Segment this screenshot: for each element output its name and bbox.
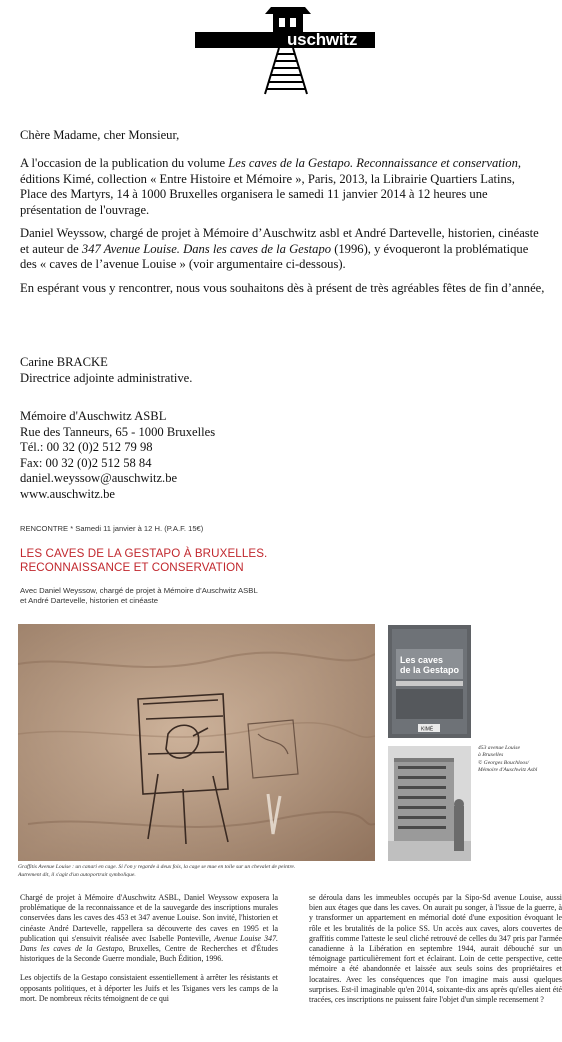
article-title (20, 547, 267, 575)
address-block (20, 409, 215, 503)
logo-wordmark: uschwitz (287, 30, 358, 49)
article-column-right (309, 893, 562, 1014)
article-title-line-1: LES CAVES DE LA GESTAPO À BRUXELLES. (20, 547, 268, 560)
signer-title: Directrice adjointe administrative. (20, 370, 193, 385)
signer-name: Carine BRACKE (20, 355, 108, 369)
side-caption (478, 745, 558, 775)
side-caption-line: 453 avenue Louise (478, 745, 520, 751)
website-link[interactable]: www.auschwitz.be (20, 486, 116, 501)
event-line: RENCONTRE * Samedi 11 janvier à 12 H. (P.A.F. 15€) (20, 524, 204, 533)
article-subtitle (20, 586, 258, 606)
graffiti-photo (18, 624, 375, 861)
letter-paragraph-1: A l'occasion de la publication du volume Les caves de la Gestapo. Reconnaissance et conservation, éditions Kimé, collection « Entre Histoire et Mémoire », Paris, 2013, la Librairie Quartiers Latins, Place des Martyrs, 14 à 1000 Bruxelles organisera le samedi 11 janvier 2014 à 12 heures une présentation de l'ouvrage. (20, 156, 522, 218)
article-paragraph: Les objectifs de la Gestapo consistaient essentiellement à arrêter les résistants et opposants politiques, et à déporter les Juifs et les Tsiganes vers les camps de la mort. De nombreux récits témoignent de ce qui (20, 973, 278, 1003)
signature-block (20, 355, 192, 386)
article-subtitle-line-2: et André Dartevelle, historien et cinéaste (20, 596, 159, 605)
book-publisher: KIMÉ (421, 726, 434, 733)
building-photo (388, 746, 471, 861)
fax-number: Fax: 00 32 (0)2 512 58 84 (20, 455, 152, 470)
street-address: Rue des Tanneurs, 65 - 1000 Bruxelles (20, 424, 216, 439)
book-title-line-2: de la Gestapo (400, 665, 460, 675)
email-link[interactable]: daniel.weyssow@auschwitz.be (20, 471, 178, 486)
side-caption-line: à Bruxelles (478, 752, 504, 759)
book-cover (388, 625, 471, 738)
side-caption-line: © Georges Bouchloos/ (478, 759, 529, 766)
article-paragraph: Chargé de projet à Mémoire d'Auschwitz ASBL, Daniel Weyssow exposera la problématique de la reconnaissance et de la sauvegarde des inscriptions murales conservées dans les caves des 453 et 347 avenue Louise. Son invité, l'historien et cinéaste André Dartevelle, rappellera sa découverte des caves en 1995 et la publication qui s'ensuivit réalisée avec Isabelle Ponteville, Avenue Louise 347. Dans les caves de la Gestapo, Bruxelles, Centre de Recherches et d'Études historiques de la Seconde Guerre mondiale, Buch Édition, 1996. (20, 893, 278, 964)
article-subtitle-line-1: Avec Daniel Weyssow, chargé de projet à Mémoire d’Auschwitz ASBL (20, 586, 258, 595)
phone-number: Tél.: 00 32 (0)2 512 79 98 (20, 440, 153, 455)
book-title-line-1: Les caves (400, 655, 444, 665)
letter-paragraph-3: En espérant vous y rencontrer, nous vous souhaitons dès à présent de très agréables fêtes de fin d’année, (20, 281, 545, 295)
letter-paragraph-2: Daniel Weyssow, chargé de projet à Mémoire d’Auschwitz asbl et André Dartevelle, historien, cinéaste et auteur de 347 Avenue Louise. Dans les caves de la Gestapo (1996), y évoqueront la problématique des « caves de l’avenue Louise » (voir argumentaire ci-dessous). (20, 226, 539, 272)
article-title-line-2: RECONNAISSANCE ET CONSERVATION (20, 561, 244, 574)
article-column-left (20, 893, 278, 1013)
greeting: Chère Madame, cher Monsieur, (20, 128, 180, 142)
article-paragraph: se déroula dans les immeubles occupés par la Sipo-Sd avenue Louise, aussi bien aux étages que dans les caves. On aurait pu songer, à l'issue de la guerre, à y transformer un appartement en mémorial doté d'une exposition évoquant le rôle et les brutalités de la police SS. Un accès aux caves, alors couvertes de graffitis comme l'atteste le seul cliché retrouvé de celles du 347 pris par l'armée canadienne à la Libération en septembre 1944, aurait débouché sur un témoignage particulièrement fort et éclairant. Loin de cette perspective, cette mémoire a été abandonnée et laissée aux seuls soins des propriétaires et locataires. Avec les conséquences que l'on imagine mais aussi quelques surprises. Est-il imaginable qu'en 2014, soixante-dix ans après qu'elles aient été tracées, ces inscriptions ne puissent faire l'objet d'un simple recensement ? (309, 893, 562, 1005)
side-caption-line: Mémoire d'Auschwitz Asbl (478, 767, 538, 774)
photo-caption: Graffitis Avenue Louise : un canari en cage. Si l'on y regarde à deux fois, la cage se mue en toile sur un chevalet de peintre. Autrement dit, il s'agit d'un autoportrait symbolique. (18, 864, 296, 878)
auschwitz-logo (195, 4, 375, 94)
org-name: Mémoire d'Auschwitz ASBL (20, 409, 167, 423)
